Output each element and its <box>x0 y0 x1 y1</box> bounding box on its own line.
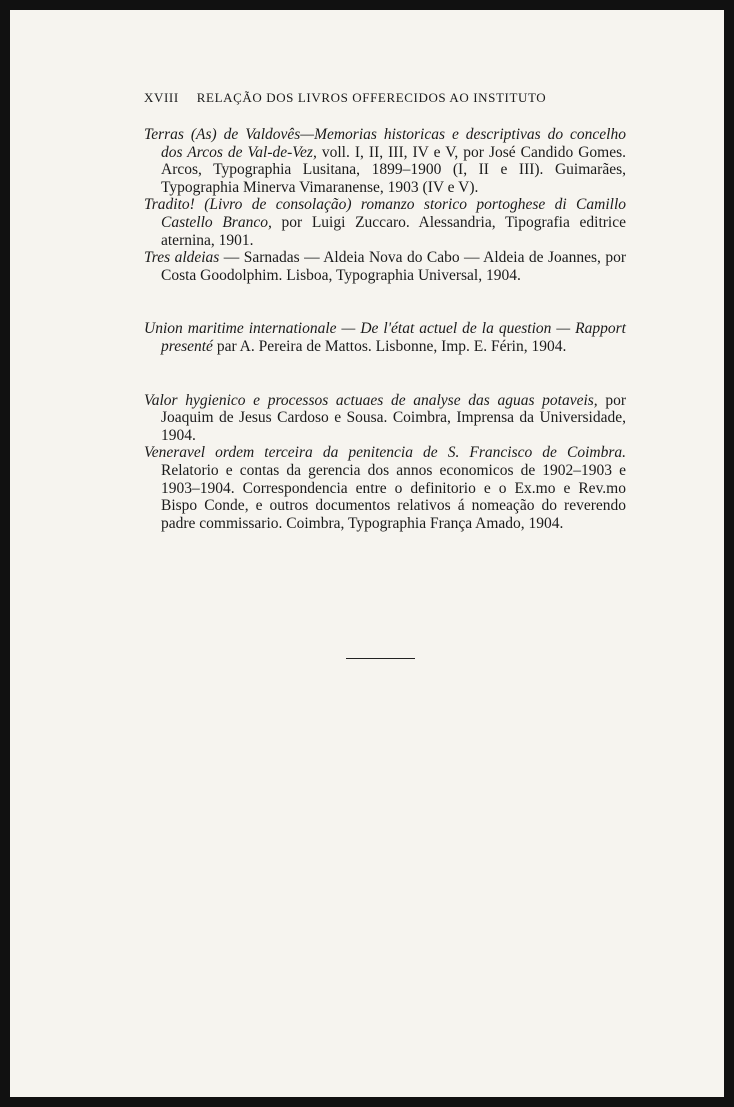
entry-details: voll. I, II, III, IV e V, por José Candido Gomes. Arcos, Typographia Lusitana, 1899–1900 (I, II e III). Guimarães, Typographia Minerva Vimaranense, 1903 (IV e V). <box>161 143 627 196</box>
entry-title: Union maritime internationale — De l'état actuel de la question — Rapport presenté <box>144 320 626 355</box>
entry-title: Tres aldeias <box>144 249 220 267</box>
entry-details: Relatorio e contas da gerencia dos annos economicos de 1902–1903 e 1903–1904. Correspondencia entre o definitorio e o Ex.mo e Rev.mo Bispo Conde, e outros documentos relativos á nomeação do reverendo padre commissario. Coimbra, Typographia França Amado, 1904. <box>161 461 626 532</box>
entry-details: por Luigi Zuccaro. Alessandria, Tipografia editrice aternina, 1901. <box>161 213 626 249</box>
running-title: RELAÇÃO DOS LIVROS OFFERECIDOS AO INSTITUTO <box>196 90 547 105</box>
entry-title: Veneravel ordem terceira da penitencia de S. Francisco de Coimbra. <box>144 444 626 462</box>
entry-details: por Joaquim de Jesus Cardoso e Sousa. Coimbra, Imprensa da Universidade, 1904. <box>161 391 626 444</box>
running-header <box>144 90 564 106</box>
entry-title: Valor hygienico e processos actuaes de analyse das aguas potaveis, <box>144 391 598 409</box>
section-gap <box>144 356 626 392</box>
end-rule <box>346 658 415 659</box>
page-number: XVIII <box>144 90 179 105</box>
entry-details: — Sarnadas — Aldeia Nova do Cabo — Aldeia de Joannes, por Costa Goodolphim. Lisboa, Typographia Universal, 1904. <box>161 249 626 284</box>
list-item <box>144 126 626 196</box>
book-list <box>144 126 626 532</box>
book-page <box>10 10 724 1097</box>
list-item <box>144 196 626 249</box>
entry-title: Tradito! (Livro de consolação) romanzo storico portoghese di Camillo Castello Branco, <box>144 196 626 231</box>
list-item <box>144 392 626 445</box>
section-gap <box>144 284 626 320</box>
list-item <box>144 444 626 532</box>
list-item <box>144 320 626 355</box>
entry-details: par A. Pereira de Mattos. Lisbonne, Imp. E. Férin, 1904. <box>212 337 567 355</box>
list-item <box>144 249 626 284</box>
entry-title: Terras (As) de Valdovês—Memorias historicas e descriptivas do concelho dos Arcos de Val-de-Vez, <box>144 126 626 161</box>
